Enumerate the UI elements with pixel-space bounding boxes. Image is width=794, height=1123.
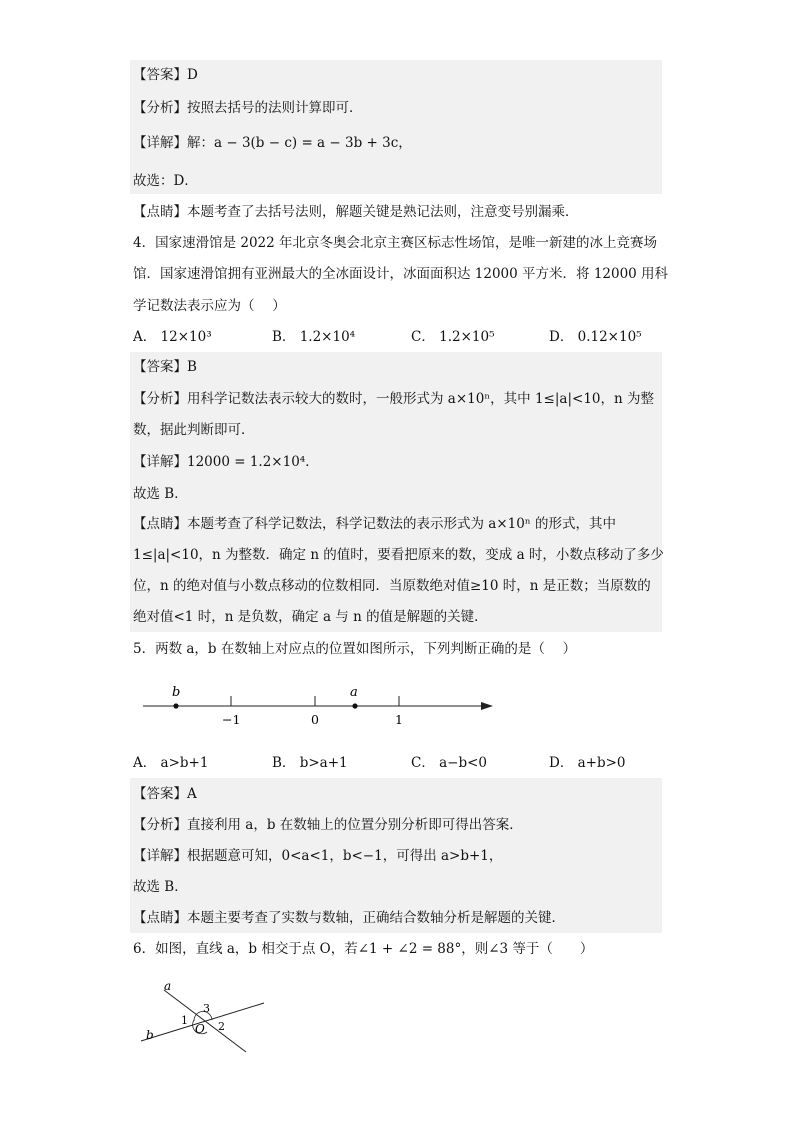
q4-comment-line: 位，n 的绝对值与小数点移动的位数相同．当原数绝对值≥10 时，n 是正数；当原数的 (133, 578, 651, 594)
q5-analysis: 【分析】直接利用 a，b 在数轴上的位置分别分析即可得出答案． (133, 817, 523, 833)
q5-option-a: A． a>b+1 (133, 755, 209, 771)
q4-stem-line: 馆．国家速滑馆拥有亚洲最大的全冰面设计，冰面面积达 12000 平方米．将 12000 用科 (133, 266, 669, 282)
q5-comment: 【点睛】本题主要考查了实数与数轴，正确结合数轴分析是解题的关键． (133, 910, 565, 926)
angle-3-label: 3 (203, 1002, 210, 1015)
q5-number-line (138, 684, 508, 734)
line-b-label: b (146, 1028, 154, 1042)
q4-analysis-line: 【分析】用科学记数法表示较大的数时，一般形式为 a×10ⁿ，其中 1≤|a|<10，n 为整 (133, 391, 654, 407)
q3-detail: 【详解】解：a − 3(b − c) = a − 3b + 3c， (133, 135, 412, 151)
point-b-label: b (172, 685, 181, 700)
point-b (173, 703, 178, 708)
q3-solution-block (130, 60, 662, 194)
q4-comment-line: 1≤|a|<10，n 为整数．确定 n 的值时，要看把原来的数，变成 a 时，小数点移动了多少 (133, 547, 664, 563)
q3-choice: 故选：D． (133, 173, 198, 189)
q6-intersecting-lines-figure (136, 977, 276, 1062)
q5-choice: 故选 B． (133, 879, 188, 895)
q4-choice: 故选 B． (133, 486, 188, 502)
q4-comment-line: 【点睛】本题考查了科学记数法，科学记数法的表示形式为 a×10ⁿ 的形式，其中 (133, 516, 616, 532)
point-a (352, 703, 357, 708)
q4-option-c: C． 1.2×10⁵ (411, 329, 495, 345)
tick-label-minus-one: −1 (222, 712, 241, 727)
tick-label-one: 1 (395, 712, 403, 727)
point-a-label: a (350, 685, 358, 700)
q4-answer: 【答案】B (133, 359, 197, 375)
q4-detail: 【详解】12000 = 1.2×10⁴． (133, 454, 319, 470)
angle-2-label: 2 (218, 1020, 225, 1033)
q3-answer: 【答案】D (133, 67, 198, 83)
q3-analysis: 【分析】按照去括号的法则计算即可． (133, 100, 363, 116)
line-a-label: a (164, 979, 172, 993)
q5-option-d: D． a+b>0 (549, 755, 626, 771)
q5-option-b: B． b>a+1 (272, 755, 348, 771)
q3-comment: 【点睛】本题考查了去括号法则，解题关键是熟记法则，注意变号别漏乘． (133, 204, 579, 220)
q5-answer: 【答案】A (133, 786, 197, 802)
number-line-arrow (481, 702, 493, 710)
q4-analysis-line: 数，据此判断即可． (133, 422, 255, 438)
q5-detail: 【详解】根据题意可知，0<a<1，b<−1，可得出 a>b+1， (133, 848, 503, 864)
q4-comment-line: 绝对值<1 时，n 是负数，确定 a 与 n 的值是解题的关键． (133, 609, 488, 625)
q4-option-a: A． 12×10³ (133, 329, 212, 345)
q6-stem: 6．如图，直线 a，b 相交于点 O，若∠1 + ∠2 = 88°，则∠3 等于（ ） (133, 941, 594, 957)
point-o-label: O (195, 1022, 205, 1036)
q4-stem-line: 4．国家速滑馆是 2022 年北京冬奥会北京主赛区标志性场馆，是唯一新建的冰上竞赛场 (133, 235, 658, 251)
tick-label-zero: 0 (311, 712, 319, 727)
q4-option-d: D． 0.12×10⁵ (549, 329, 642, 345)
q4-stem-line: 学记数法表示应为（ ） (133, 298, 286, 314)
q5-stem: 5．两数 a，b 在数轴上对应点的位置如图所示，下列判断正确的是（ ） (133, 641, 577, 657)
angle-1-label: 1 (181, 1014, 188, 1027)
q4-option-b: B． 1.2×10⁴ (272, 329, 356, 345)
q5-option-c: C． a−b<0 (411, 755, 488, 771)
